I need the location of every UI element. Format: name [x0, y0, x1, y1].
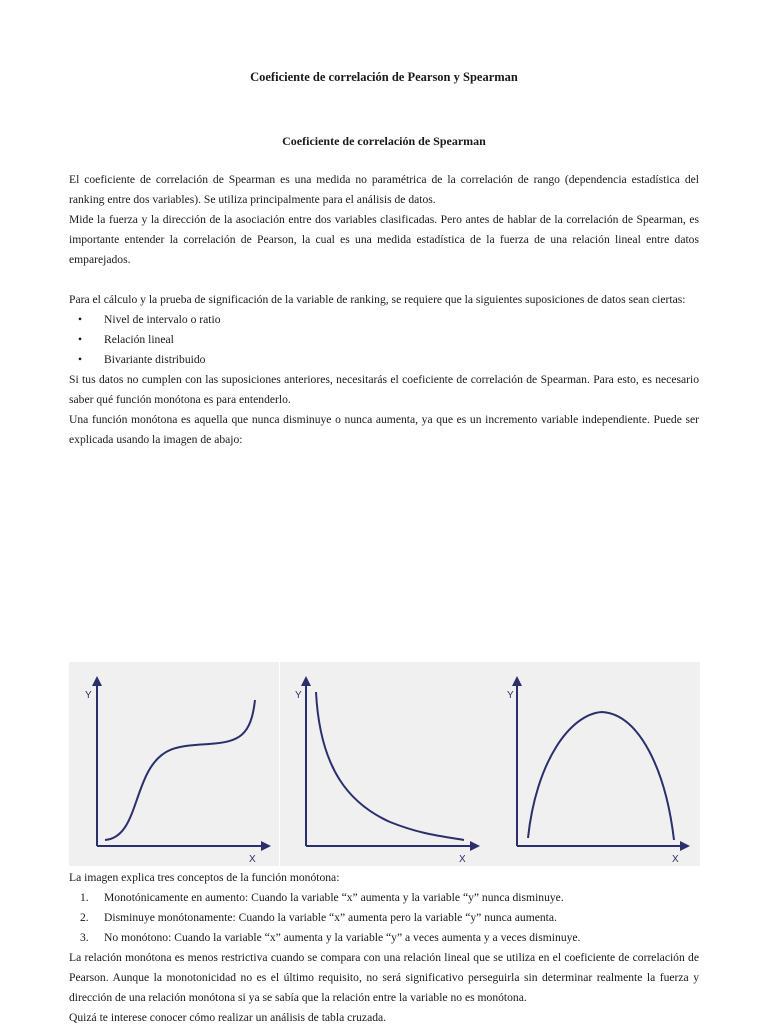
list-item: 3. No monótono: Cuando la variable “x” aumenta y la variable “y” a veces aumenta y a veces disminuye.	[80, 931, 581, 944]
assumptions-section	[69, 290, 699, 450]
x-axis-label: X	[249, 854, 256, 865]
non-monotonic-curve	[528, 712, 674, 840]
list-item: • Bivariante distribuido	[69, 350, 699, 370]
x-axis-arrow-icon	[680, 841, 690, 851]
y-axis-arrow-icon	[512, 676, 522, 686]
y-axis-arrow-icon	[301, 676, 311, 686]
concepts-intro: La imagen explica tres conceptos de la función monótona:	[69, 871, 340, 884]
mid-paragraph-1: Si tus datos no cumplen con las suposiciones anteriores, necesitarás el coeficiente de correlación de Spearman. Para esto, es necesario saber qué función monótona es para entenderlo.	[69, 373, 699, 406]
intro-paragraph-2: Mide la fuerza y la dirección de la asociación entre dos variables clasificadas. Pero antes de hablar de la correlación de Spearman, es importante entender la correlación de Pearson, la cual es una medida estadística de la fuerza de una relación lineal entre datos emparejados.	[69, 213, 699, 266]
decreasing-curve	[316, 692, 464, 840]
x-axis-label: X	[672, 854, 679, 865]
intro-section	[69, 170, 699, 270]
list-item: • Nivel de intervalo o ratio	[69, 310, 699, 330]
decreasing-curve-graph	[280, 662, 490, 866]
final-paragraph: La relación monótona es menos restrictiva cuando se compara con una relación lineal que se utiliza en el coeficiente de correlación de Pearson. Aunque la monotonicidad no es el último requisito, no será significativo perseguirla sin determinar realmente la fuerza y dirección de una relación monótona si ya se sabía que la relación entre la variable no es monótona.	[69, 951, 699, 1004]
last-paragraph: Quizá te interese conocer cómo realizar un análisis de tabla cruzada.	[69, 1011, 387, 1024]
mid-paragraph-2: Una función monótona es aquella que nunca disminuye o nunca aumenta, ya que es un incremento variable independiente. Puede ser explicada usando la imagen de abajo:	[69, 413, 699, 446]
y-axis-arrow-icon	[92, 676, 102, 686]
non-monotonic-curve-graph	[490, 662, 700, 866]
list-item: 2. Disminuye monótonamente: Cuando la variable “x” aumenta pero la variable “y” nunca aumenta.	[80, 911, 557, 924]
assumptions-intro: Para el cálculo y la prueba de significación de la variable de ranking, se requiere que la siguientes suposiciones de datos sean ciertas:	[69, 293, 686, 306]
x-axis-label: X	[459, 854, 466, 865]
document-title: Coeficiente de correlación de Pearson y Spearman	[250, 70, 518, 84]
figure-non-monotonic	[490, 662, 700, 866]
x-axis-arrow-icon	[470, 841, 480, 851]
x-axis-arrow-icon	[261, 841, 271, 851]
y-axis-label: Y	[507, 690, 514, 701]
list-item: 1. Monotónicamente en aumento: Cuando la variable “x” aumenta y la variable “y” nunca disminuye.	[80, 891, 564, 904]
figure-monotonic-increasing	[69, 662, 279, 866]
intro-paragraph-1: El coeficiente de correlación de Spearman es una medida no paramétrica de la correlación de rango (dependencia estadística del ranking entre dos variables). Se utiliza principalmente para el análisis de datos.	[69, 173, 699, 206]
y-axis-label: Y	[85, 690, 92, 701]
increasing-curve	[105, 700, 255, 840]
bullet-icon: •	[78, 313, 83, 326]
bullet-icon: •	[78, 353, 83, 366]
figure-monotonic-decreasing	[280, 662, 490, 866]
concepts-list	[69, 888, 699, 948]
y-axis-label: Y	[295, 690, 302, 701]
assumptions-list	[69, 310, 699, 370]
increasing-curve-graph	[69, 662, 279, 866]
bullet-icon: •	[78, 333, 83, 346]
concepts-section	[69, 868, 699, 1028]
list-item: • Relación lineal	[69, 330, 699, 350]
section-subtitle: Coeficiente de correlación de Spearman	[282, 134, 486, 148]
